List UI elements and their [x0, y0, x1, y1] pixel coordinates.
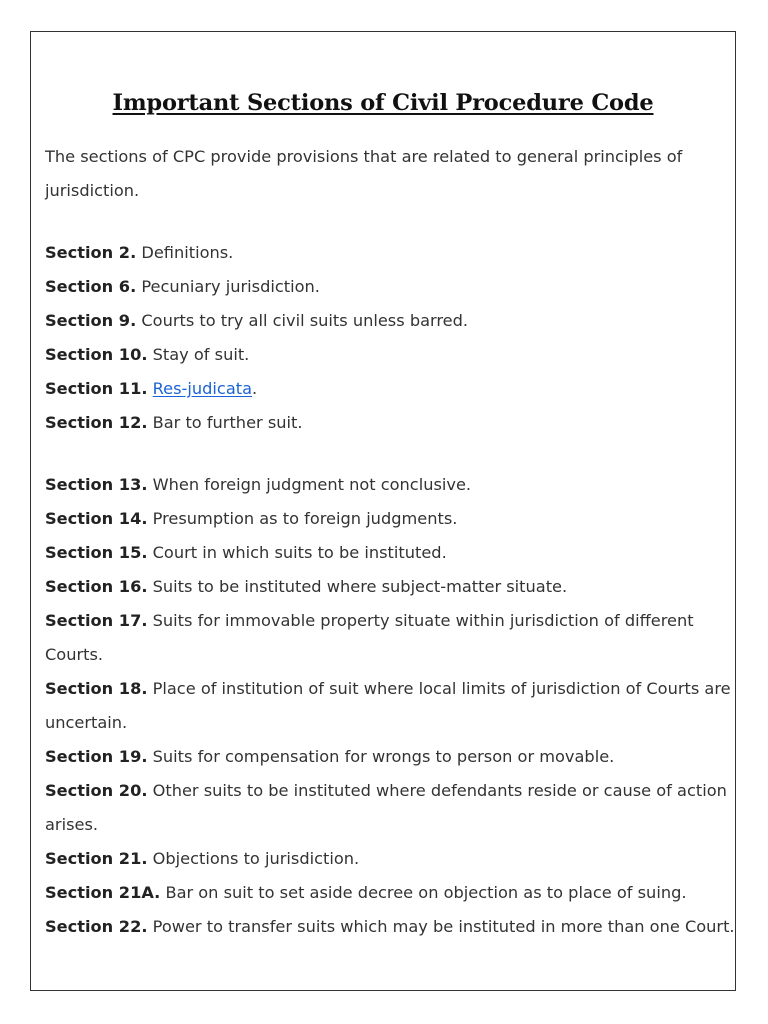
section-text: Court in which suits to be instituted. [147, 543, 447, 562]
section-item [45, 672, 735, 740]
section-text: When foreign judgment not conclusive. [147, 475, 472, 494]
section-text: Objections to jurisdiction. [147, 849, 360, 868]
section-item [45, 372, 735, 406]
section-number: Section 14. [45, 509, 148, 528]
section-number: Section 16. [45, 577, 148, 596]
section-item [45, 604, 735, 672]
section-item [45, 536, 735, 570]
paragraph-gap [45, 440, 735, 468]
section-text: Courts to try all civil suits unless barred. [136, 311, 469, 330]
section-text: Presumption as to foreign judgments. [147, 509, 458, 528]
section-text: Place of institution of suit where local limits of jurisdiction of Courts are uncertain. [45, 679, 731, 732]
section-number: Section 13. [45, 475, 148, 494]
section-number: Section 10. [45, 345, 148, 364]
section-item [45, 304, 735, 338]
section-item [45, 774, 735, 842]
section-text: Other suits to be instituted where defendants reside or cause of action arises. [45, 781, 727, 834]
page-title: Important Sections of Civil Procedure Code [112, 90, 654, 116]
section-text: Suits to be instituted where subject-matter situate. [147, 577, 568, 596]
section-number: Section 17. [45, 611, 148, 630]
section-item [45, 338, 735, 372]
section-number: Section 20. [45, 781, 148, 800]
section-item [45, 876, 735, 910]
section-number: Section 21A. [45, 883, 161, 902]
section-item [45, 270, 735, 304]
section-number: Section 2. [45, 243, 137, 262]
section-number: Section 22. [45, 917, 148, 936]
document-frame [30, 31, 736, 991]
section-number: Section 12. [45, 413, 148, 432]
section-text: Pecuniary jurisdiction. [136, 277, 320, 296]
section-item [45, 502, 735, 536]
section-text: Suits for immovable property situate within jurisdiction of different Courts. [45, 611, 694, 664]
section-item [45, 236, 735, 270]
res-judicata-link[interactable]: Res-judicata [152, 379, 253, 398]
section-item [45, 468, 735, 502]
document-content [45, 140, 735, 944]
section-item [45, 910, 735, 944]
intro-paragraph: The sections of CPC provide provisions that are related to general principles of jurisdiction. [45, 147, 683, 200]
section-text: Stay of suit. [147, 345, 250, 364]
section-number: Section 9. [45, 311, 137, 330]
section-text: Power to transfer suits which may be instituted in more than one Court. [147, 917, 735, 936]
section-item [45, 842, 735, 876]
section-item [45, 740, 735, 774]
section-item [45, 406, 735, 440]
section-number: Section 21. [45, 849, 148, 868]
section-number: Section 11. [45, 379, 148, 398]
section-number: Section 6. [45, 277, 137, 296]
section-text: Suits for compensation for wrongs to person or movable. [147, 747, 615, 766]
section-text-suffix: . [252, 379, 258, 398]
section-number: Section 18. [45, 679, 148, 698]
section-text: Definitions. [136, 243, 234, 262]
section-number: Section 15. [45, 543, 148, 562]
section-number: Section 19. [45, 747, 148, 766]
section-text: Bar on suit to set aside decree on objection as to place of suing. [160, 883, 687, 902]
section-text: Bar to further suit. [147, 413, 303, 432]
section-item [45, 570, 735, 604]
